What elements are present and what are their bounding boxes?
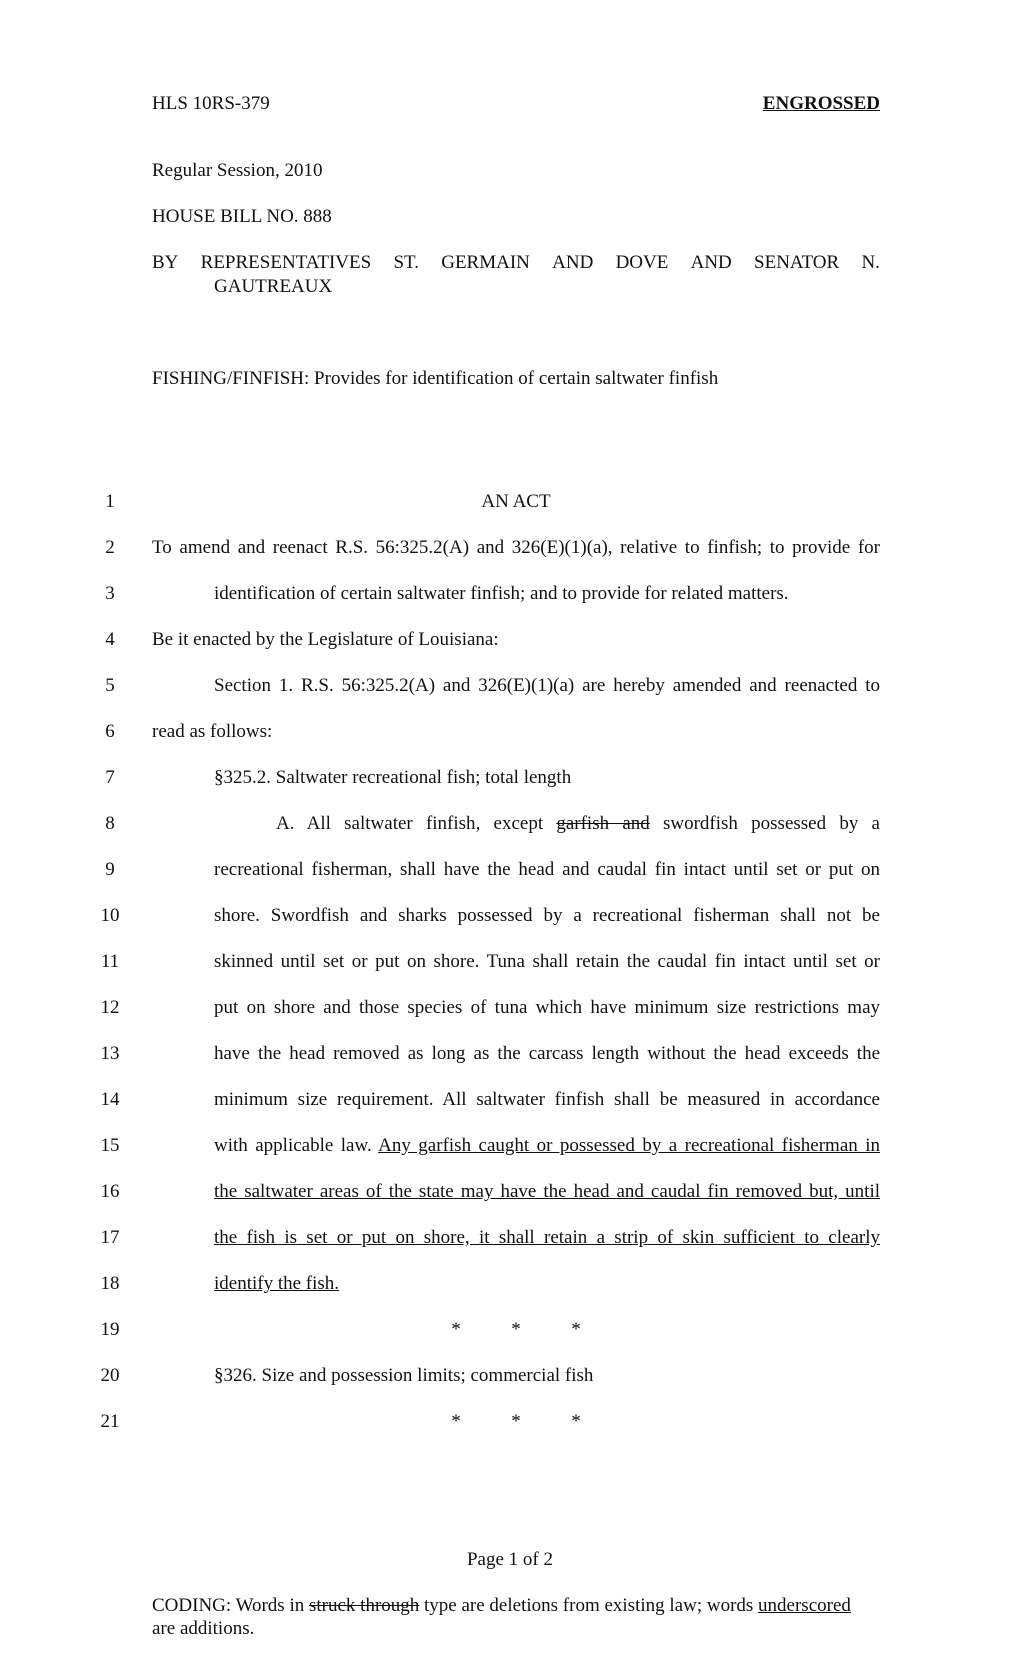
sponsor-word: N. [861,252,880,273]
line-number: 13 [100,1043,120,1064]
body-line: To amend and reenact R.S. 56:325.2(A) and 326(E)(1)(a), relative to finfish; to provide for [152,537,880,558]
coding-legend [152,1594,880,1640]
inserted-text: , [387,859,393,880]
inserted-text: the fish is set or put on shore, it shall retain a strip of skin sufficient to clearly [214,1227,880,1248]
line-number: 17 [100,1227,120,1248]
line-number: 3 [105,583,115,604]
body-line [214,1227,880,1249]
text-run: except [480,813,557,834]
body-line: Section 1. R.S. 56:325.2(A) and 326(E)(1)(a) are hereby amended and reenacted to [214,675,880,696]
section-heading: §326. Size and possession limits; commercial fish [214,1365,594,1386]
line-number: 12 [100,997,120,1018]
line-number: 6 [105,721,115,742]
line-number: 5 [105,675,115,696]
coding-text [152,1594,851,1617]
act-title: AN ACT [481,491,551,512]
star: * [571,1411,581,1432]
session-label: Regular Session, 2010 [152,160,323,181]
inserted-text: , [475,813,481,834]
body-line: shore. Swordfish and sharks possessed by a recreational fisherman shall not be [214,905,880,926]
body-line: have the head removed as long as the carcass length without the head exceeds the [214,1043,880,1064]
body-line [214,1181,880,1203]
star: * [451,1411,461,1432]
sponsor-line-2: GAUTREAUX [214,276,333,297]
text-run: recreational fisherman [214,859,388,880]
star: * [571,1319,581,1340]
star: * [511,1411,521,1432]
text-run: swordfish possessed by a [649,813,880,834]
sponsor-word: BY [152,252,179,273]
body-line [214,1273,880,1295]
coding-suffix: are additions. [152,1618,255,1639]
line-number: 9 [105,859,115,880]
body-line: read as follows: [152,721,273,742]
inserted-text: Any garfish caught or possessed by a recreational fisherman in [378,1135,880,1156]
line-number: 8 [105,813,115,834]
body-line: put on shore and those species of tuna which have minimum size restrictions may [214,997,880,1018]
body-line [214,813,880,835]
line-number: 10 [100,905,120,926]
digest-line: FISHING/FINFISH: Provides for identification of certain saltwater finfish [152,368,719,389]
sponsor-word: ST. [393,252,419,273]
omission-stars [152,1319,880,1341]
sponsor-word: SENATOR [754,252,840,273]
body-line: minimum size requirement. All saltwater finfish shall be measured in accordance [214,1089,880,1110]
line-number: 14 [100,1089,120,1110]
page-number: Page 1 of 2 [466,1549,553,1570]
line-number: 20 [100,1365,120,1386]
line-number: 16 [100,1181,120,1202]
line-number: 2 [105,537,115,558]
line-number: 19 [100,1319,120,1340]
line-number: 7 [105,767,115,788]
text-run: shall have the head and caudal fin intact until set or put on [392,859,880,880]
bill-number: HOUSE BILL NO. 888 [152,206,332,227]
text-run: CODING: Words in [152,1595,309,1616]
bill-code: HLS 10RS-379 [152,93,270,114]
line-number: 15 [100,1135,120,1156]
text-run: with applicable law. [214,1135,379,1156]
sponsor-word: AND [690,252,732,273]
line-number: 11 [100,951,120,972]
body-line [214,1135,880,1157]
struck-sample: struck through [308,1595,420,1616]
deleted-text: garfish and [556,813,650,834]
body-line: skinned until set or put on shore. Tuna shall retain the caudal fin intact until set or [214,951,880,972]
text-run: A. All saltwater finfish [276,813,476,834]
engrossed-status: ENGROSSED [762,93,880,114]
star: * [451,1319,461,1340]
text-run: type are deletions from existing law; words [419,1595,759,1616]
body-line [214,859,880,881]
line-number: 1 [105,491,115,512]
sponsor-word: REPRESENTATIVES [200,252,372,273]
sponsors [152,251,880,299]
line-number: 4 [105,629,115,650]
body-line: identification of certain saltwater finfish; and to provide for related matters. [214,583,789,604]
inserted-text: the saltwater areas of the state may have the head and caudal fin removed but, until [214,1181,880,1202]
omission-stars [152,1411,880,1433]
inserted-text: identify the fish. [214,1273,340,1294]
sponsor-word: AND [552,252,594,273]
enacting-clause: Be it enacted by the Legislature of Louisiana: [152,629,499,650]
sponsor-word: DOVE [615,252,669,273]
sponsor-word: GERMAIN [441,252,530,273]
line-number: 21 [100,1411,120,1432]
star: * [511,1319,521,1340]
line-number: 18 [100,1273,120,1294]
section-heading: §325.2. Saltwater recreational fish; total length [214,767,572,788]
underscored-sample: underscored [758,1595,851,1616]
